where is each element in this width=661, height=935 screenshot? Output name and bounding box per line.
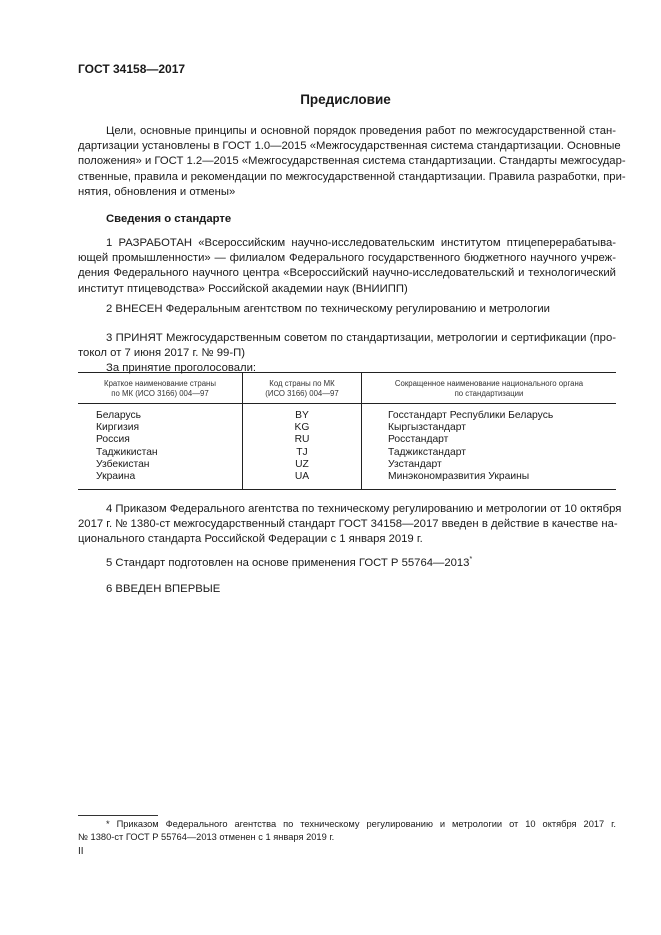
intro-paragraph — [78, 124, 626, 200]
item-4-line: ционального стандарта Российской Федерации с 1 января 2019 г. — [78, 533, 423, 546]
item-4-paragraph — [78, 502, 622, 548]
agency-cell: Росстандарт — [362, 434, 617, 446]
footnote-line: * Приказом Федерального агентства по техническому регулированию и метрологии от 10 октября 2017 г. — [106, 819, 616, 829]
agency-cell: Кыргызстандарт — [362, 422, 617, 434]
table-header-row — [78, 373, 616, 404]
item-5-text: 5 Стандарт подготовлен на основе применения ГОСТ Р 55764—2013 — [106, 557, 470, 569]
country-cell: Таджикистан — [96, 446, 158, 458]
item-2: 2 ВНЕСЕН Федеральным агентством по техническому регулированию и метрологии — [106, 303, 550, 315]
footnote-divider — [78, 815, 158, 816]
code-cell: UZ — [243, 459, 362, 471]
code-cell: BY — [243, 404, 362, 423]
country-cell: Киргизия — [96, 422, 140, 434]
item-4-line: 2017 г. № 1380-ст межгосударственный стандарт ГОСТ 34158—2017 введен в действие в качестве на- — [78, 518, 618, 531]
page-number: II — [78, 846, 84, 857]
intro-line: положения» и ГОСТ 1.2—2015 «Межгосударственная система стандартизации. Стандарты межгосудар- — [78, 155, 626, 168]
item-4-line: 4 Приказом Федерального агентства по техническому регулированию и метрологии от 10 октября — [106, 503, 622, 515]
code-cell: TJ — [243, 447, 362, 459]
table-row — [78, 422, 616, 434]
footnote-mark: * — [469, 556, 473, 564]
header-country: Краткое наименование страны по МК (ИСО 3166) 004—97 — [78, 373, 243, 404]
code-cell: RU — [243, 434, 362, 446]
item-3-paragraph — [78, 331, 616, 377]
agency-cell: Таджикстандарт — [362, 447, 617, 459]
country-cell: Украина — [78, 471, 243, 490]
code-cell: KG — [243, 422, 362, 434]
country-cell: Узбекистан — [96, 458, 150, 470]
agency-cell: Узстандарт — [362, 459, 617, 471]
footnote — [78, 818, 616, 843]
intro-line: ственные, правила и рекомендации по межгосударственной стандартизации. Правила разработки, при- — [78, 170, 626, 183]
voting-states-table — [78, 372, 616, 490]
item-5 — [106, 557, 472, 569]
table-row — [78, 434, 616, 446]
table-row — [78, 447, 616, 459]
item-1-line: институт птицеводства» Российской академии наук (ВНИИПП) — [78, 282, 408, 295]
page-title: Предисловие — [300, 92, 391, 107]
footnote-line: № 1380-ст ГОСТ Р 55764—2013 отменен с 1 января 2019 г. — [78, 831, 335, 842]
agency-cell: Госстандарт Республики Беларусь — [362, 404, 617, 423]
intro-line: Цели, основные принципы и основной порядок проведения работ по межгосударственной стан- — [106, 125, 616, 137]
agency-cell: Минэкономразвития Украины — [362, 471, 617, 490]
intro-line: дартизации установлены в ГОСТ 1.0—2015 «Межгосударственная система стандартизации. Основные — [78, 140, 621, 153]
code-cell: UA — [243, 471, 362, 490]
table-row — [78, 471, 616, 490]
item-3-line: 3 ПРИНЯТ Межгосударственным советом по стандартизации, метрологии и сертификации (про- — [106, 332, 616, 344]
item-3-line: токол от 7 июня 2017 г. № 99-П) — [78, 347, 245, 360]
item-1-line: 1 РАЗРАБОТАН «Всероссийским научно-исследовательским институтом птицеперерабатыва- — [106, 237, 616, 249]
item-1-line: ющей промышленности» — филиалом Федерального государственного бюджетного научного учреж- — [78, 252, 616, 265]
header-code: Код страны по МК (ИСО 3166) 004—97 — [243, 373, 362, 404]
table-row — [78, 404, 616, 423]
section-title: Сведения о стандарте — [106, 213, 232, 225]
voted-label: За принятие проголосовали: — [106, 362, 257, 375]
item-1-line: дения Федерального научного центра «Всероссийский научно-исследовательский и технологический — [78, 267, 616, 280]
item-6: 6 ВВЕДЕН ВПЕРВЫЕ — [106, 583, 221, 595]
header-agency: Сокращенное наименование национального органа по стандартизации — [362, 373, 617, 404]
table-row — [78, 459, 616, 471]
country-cell: Россия — [96, 434, 130, 446]
item-1-paragraph — [78, 236, 616, 297]
intro-line: нятия, обновления и отмены» — [78, 185, 236, 198]
country-cell: Беларусь — [96, 410, 142, 421]
document-id-header: ГОСТ 34158—2017 — [78, 62, 186, 76]
